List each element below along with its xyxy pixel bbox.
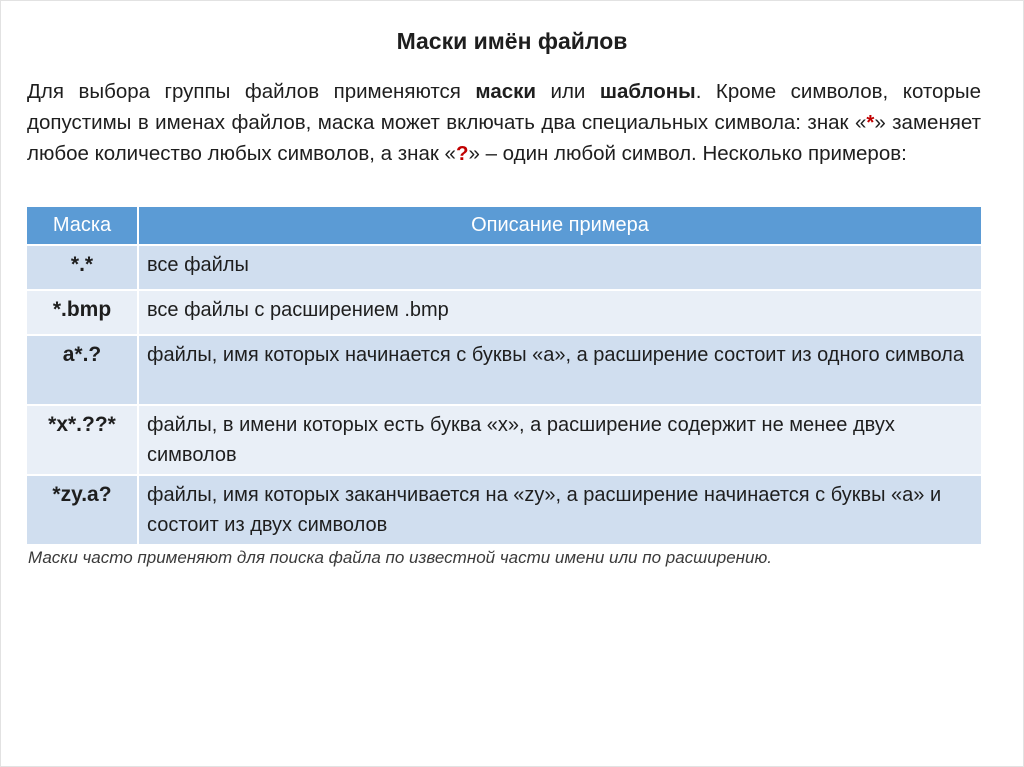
mask-cell: a*.? [27,335,138,405]
footnote: Маски часто применяют для поиска файла по известной части имени или по расширению. [28,548,772,567]
table-row [27,290,981,335]
masks-table [27,207,981,544]
intro-text-3: . Кроме символов, которые допустимы в именах файлов, маска может включать два специальных символа: знак « [27,80,981,134]
intro-text-2: или [535,80,600,103]
table-row [27,475,981,544]
description-cell: все файлы с расширением .bmp [138,290,981,335]
description-cell: файлы, в имени которых есть буква «x», а расширение содержит не менее двух символов [138,405,981,475]
intro-text-4: » заменяет любое количество любых символов, а знак « [27,111,981,165]
column-header-description: Описание примера [138,207,981,245]
question-symbol: ? [455,142,469,165]
description-cell: все файлы [138,245,981,290]
page-title: Маски имён файлов [396,28,628,54]
column-header-mask: Маска [27,207,138,245]
intro-paragraph [27,76,981,169]
description-cell: файлы, имя которых начинается с буквы «a», а расширение состоит из одного символа [138,335,981,405]
table-row [27,335,981,405]
table-row [27,405,981,475]
table-header-row [27,207,981,245]
table-row [27,245,981,290]
mask-cell: *.bmp [27,290,138,335]
term-templates: шаблоны [599,80,696,103]
intro-text-5: » – один любой символ. Несколько примеров: [468,142,907,165]
mask-cell: *.* [27,245,138,290]
mask-cell: *zy.a? [27,475,138,544]
description-cell: файлы, имя которых заканчивается на «zy», а расширение начинается с буквы «a» и состоит из двух символов [138,475,981,544]
mask-cell: *x*.??* [27,405,138,475]
term-masks: маски [475,80,536,103]
asterisk-symbol: * [866,111,875,134]
intro-text-1: Для выбора группы файлов применяются [27,80,476,103]
